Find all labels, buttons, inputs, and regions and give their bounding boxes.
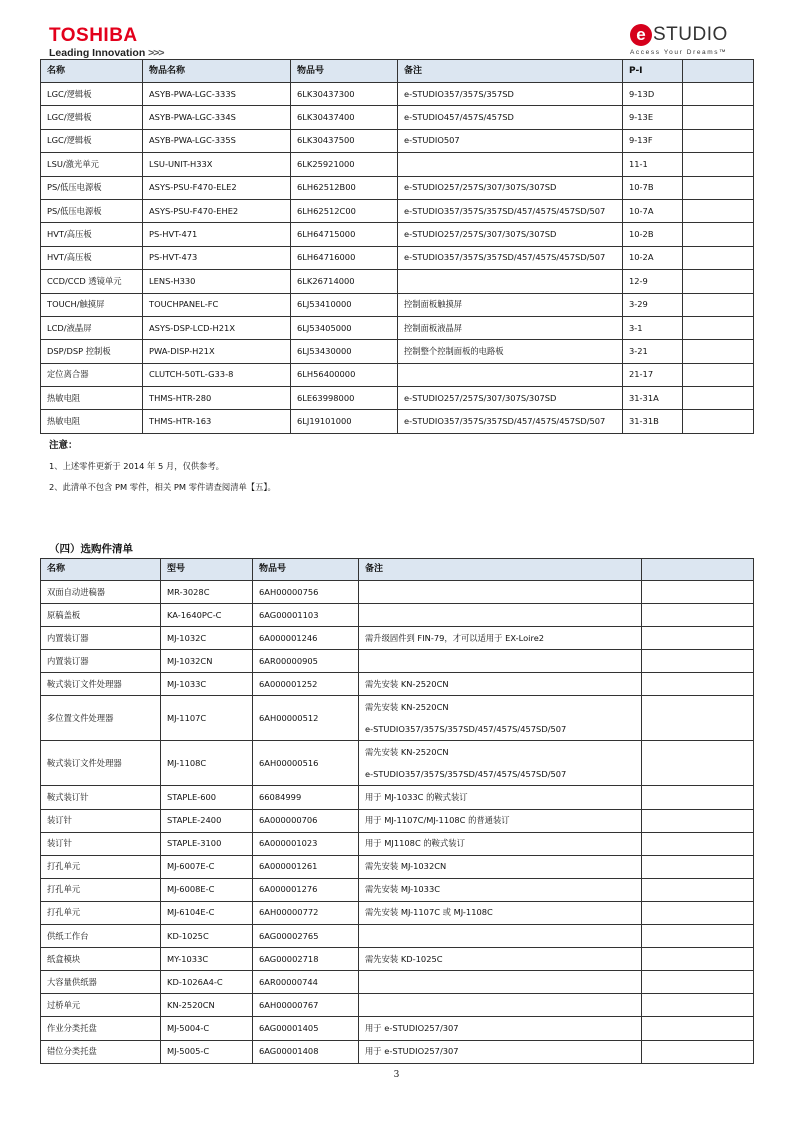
- table-cell: ASYS-DSP-LCD-H21X: [143, 316, 291, 339]
- table-cell: CCD/CCD 透镜单元: [41, 270, 143, 293]
- table-row: [41, 363, 754, 386]
- table-cell: 6AH00000756: [253, 581, 359, 604]
- table-cell: 控制整个控制面板的电路板: [398, 340, 623, 363]
- brand-name: TOSHIBA: [49, 25, 138, 46]
- table-cell: 6LH62512B00: [291, 176, 398, 199]
- table-cell: [398, 363, 623, 386]
- table-cell: 内置装订器: [41, 627, 161, 650]
- table-cell: [642, 948, 754, 971]
- table-cell: CLUTCH-50TL-G33-8: [143, 363, 291, 386]
- table-row: [41, 650, 754, 673]
- table-cell: 需先安装 MJ-1032CN: [359, 855, 642, 878]
- table-cell: LSU/激光单元: [41, 153, 143, 176]
- column-header: 备注: [398, 60, 623, 83]
- table-cell: [359, 971, 642, 994]
- table-header-row: [41, 60, 754, 83]
- table-cell: 需先安装 KD-1025C: [359, 948, 642, 971]
- table-cell: 6LJ19101000: [291, 410, 398, 433]
- table-cell: 大容量供纸器: [41, 971, 161, 994]
- table-cell: [642, 696, 754, 741]
- table-cell: TOUCHPANEL-FC: [143, 293, 291, 316]
- table-cell: [359, 604, 642, 627]
- table-cell: 作业分类托盘: [41, 1017, 161, 1040]
- table-cell: [683, 153, 754, 176]
- table-cell: 6AH00000512: [253, 696, 359, 741]
- table-cell: 打孔单元: [41, 878, 161, 901]
- table-cell: [683, 340, 754, 363]
- table-cell: 6LJ53405000: [291, 316, 398, 339]
- page-number: 3: [393, 1070, 400, 1080]
- table-cell: MR-3028C: [161, 581, 253, 604]
- table-cell: [642, 650, 754, 673]
- table-cell: 鞍式装订文件处理器: [41, 673, 161, 696]
- table-cell: [683, 83, 754, 106]
- table-cell: 控制面板触摸屏: [398, 293, 623, 316]
- table-cell: STAPLE-600: [161, 786, 253, 809]
- table-cell: 6LJ53430000: [291, 340, 398, 363]
- table-cell: 控制面板液晶屏: [398, 316, 623, 339]
- table-cell: e-STUDIO357/357S/357SD/457/457S/457SD/507: [398, 246, 623, 269]
- table-cell: HVT/高压板: [41, 246, 143, 269]
- table-cell: MJ-6104E-C: [161, 901, 253, 924]
- table-cell: [359, 994, 642, 1017]
- table-cell: [642, 673, 754, 696]
- table-cell: MJ-1033C: [161, 673, 253, 696]
- table-row: [41, 410, 754, 433]
- table-cell: 供纸工作台: [41, 925, 161, 948]
- table-row: [41, 604, 754, 627]
- table-cell: MJ-1032C: [161, 627, 253, 650]
- table-cell: 6LK26714000: [291, 270, 398, 293]
- table-cell: [398, 270, 623, 293]
- column-header: 型号: [161, 559, 253, 581]
- table-cell: 21-17: [623, 363, 683, 386]
- table-cell: LCD/液晶屏: [41, 316, 143, 339]
- table-cell: 10-7A: [623, 199, 683, 222]
- table-cell: KA-1640PC-C: [161, 604, 253, 627]
- table-cell: KD-1025C: [161, 925, 253, 948]
- table-cell: [642, 878, 754, 901]
- table-row: [41, 106, 754, 129]
- table-cell: ASYS-PSU-F470-EHE2: [143, 199, 291, 222]
- e-badge-icon: e: [630, 24, 652, 46]
- table-cell: [359, 696, 642, 741]
- table-cell: [642, 627, 754, 650]
- table-row: [41, 223, 754, 246]
- table-cell: 6LH56400000: [291, 363, 398, 386]
- table-cell: MJ-6007E-C: [161, 855, 253, 878]
- product-slogan: Access Your Dreams™: [630, 49, 728, 56]
- table-cell: 12-9: [623, 270, 683, 293]
- table-cell: [642, 971, 754, 994]
- table-row: [41, 627, 754, 650]
- table-cell: MJ-1108C: [161, 741, 253, 786]
- table-cell: 6AH00000516: [253, 741, 359, 786]
- table-row: [41, 786, 754, 809]
- parts-table: [40, 59, 754, 434]
- table-row: [41, 673, 754, 696]
- table-cell: 6LH64716000: [291, 246, 398, 269]
- column-header: [683, 60, 754, 83]
- table-cell: MJ-5004-C: [161, 1017, 253, 1040]
- table-cell: 需升级固件到 FIN-79，才可以适用于 EX-Loire2: [359, 627, 642, 650]
- table-cell: 3-29: [623, 293, 683, 316]
- table-cell: [683, 316, 754, 339]
- table-cell: STAPLE-2400: [161, 809, 253, 832]
- table-cell: 需先安装 KN-2520CN: [359, 673, 642, 696]
- table-cell: 6A000000706: [253, 809, 359, 832]
- remark-line: 需先安装 KN-2520CN: [365, 702, 449, 713]
- column-header: 物品号: [291, 60, 398, 83]
- table-cell: 6A000001276: [253, 878, 359, 901]
- table-cell: [683, 129, 754, 152]
- options-table: [40, 558, 754, 1064]
- table-cell: [642, 832, 754, 855]
- remark-line: e-STUDIO357/357S/357SD/457/457S/457SD/507: [365, 769, 567, 780]
- table-cell: [683, 223, 754, 246]
- table-cell: 6AR00000744: [253, 971, 359, 994]
- table-row: [41, 809, 754, 832]
- table-cell: [359, 581, 642, 604]
- table-cell: 用于 e-STUDIO257/307: [359, 1040, 642, 1063]
- table-cell: KN-2520CN: [161, 994, 253, 1017]
- table-cell: 10-2A: [623, 246, 683, 269]
- table-cell: 3-21: [623, 340, 683, 363]
- table-cell: 6A000001246: [253, 627, 359, 650]
- table-row: [41, 901, 754, 924]
- estudio-logo: [630, 22, 752, 56]
- table-row: [41, 971, 754, 994]
- table-cell: HVT/高压板: [41, 223, 143, 246]
- table-cell: 6LH62512C00: [291, 199, 398, 222]
- table-cell: [683, 387, 754, 410]
- table-cell: 6AH00000767: [253, 994, 359, 1017]
- table-cell: 打孔单元: [41, 901, 161, 924]
- table-cell: THMS-HTR-280: [143, 387, 291, 410]
- table-cell: [359, 650, 642, 673]
- table-cell: 6AG00001408: [253, 1040, 359, 1063]
- table-cell: [683, 270, 754, 293]
- column-header: 物品名称: [143, 60, 291, 83]
- remark-line: 需先安装 KN-2520CN: [365, 747, 449, 758]
- table-cell: 鞍式装订文件处理器: [41, 741, 161, 786]
- table-cell: LGC/逻辑板: [41, 83, 143, 106]
- table-cell: 双面自动进稿器: [41, 581, 161, 604]
- table-cell: e-STUDIO457/457S/457SD: [398, 106, 623, 129]
- table-cell: 用于 e-STUDIO257/307: [359, 1017, 642, 1040]
- table-cell: 热敏电阻: [41, 410, 143, 433]
- table-cell: 装订针: [41, 832, 161, 855]
- table-row: [41, 832, 754, 855]
- table-cell: ASYB-PWA-LGC-335S: [143, 129, 291, 152]
- table-cell: 用于 MJ-1033C 的鞍式装订: [359, 786, 642, 809]
- table-cell: 31-31A: [623, 387, 683, 410]
- table-cell: [683, 106, 754, 129]
- table-cell: 用于 MJ1108C 的鞍式装订: [359, 832, 642, 855]
- table-cell: LENS-H330: [143, 270, 291, 293]
- table-cell: e-STUDIO507: [398, 129, 623, 152]
- table-row: [41, 153, 754, 176]
- table-cell: LSU-UNIT-H33X: [143, 153, 291, 176]
- table-cell: [642, 786, 754, 809]
- column-header: [642, 559, 754, 581]
- table-cell: PS/低压电源板: [41, 176, 143, 199]
- column-header: 名称: [41, 60, 143, 83]
- table-cell: MY-1033C: [161, 948, 253, 971]
- table-cell: PS-HVT-471: [143, 223, 291, 246]
- table-cell: 6AG00002718: [253, 948, 359, 971]
- section-title: （四）选购件清单: [49, 543, 133, 555]
- table-cell: LGC/逻辑板: [41, 106, 143, 129]
- table-cell: [398, 153, 623, 176]
- table-cell: 10-7B: [623, 176, 683, 199]
- table-cell: 装订针: [41, 809, 161, 832]
- table-cell: [683, 199, 754, 222]
- table-cell: e-STUDIO257/257S/307/307S/307SD: [398, 223, 623, 246]
- table-cell: [642, 741, 754, 786]
- table-row: [41, 948, 754, 971]
- table-cell: 纸盒模块: [41, 948, 161, 971]
- table-cell: MJ-6008E-C: [161, 878, 253, 901]
- table-row: [41, 581, 754, 604]
- table-cell: LGC/逻辑板: [41, 129, 143, 152]
- table-cell: [359, 925, 642, 948]
- column-header: 备注: [359, 559, 642, 581]
- table-row: [41, 741, 754, 786]
- table-cell: [683, 176, 754, 199]
- table-cell: 9-13E: [623, 106, 683, 129]
- table-cell: 打孔单元: [41, 855, 161, 878]
- chevron-icon: >>>: [148, 47, 164, 59]
- table-cell: STAPLE-3100: [161, 832, 253, 855]
- table-cell: DSP/DSP 控制板: [41, 340, 143, 363]
- table-row: [41, 994, 754, 1017]
- column-header: P-I: [623, 60, 683, 83]
- table-cell: [642, 1017, 754, 1040]
- toshiba-logo: [49, 26, 164, 59]
- table-cell: 6A000001261: [253, 855, 359, 878]
- table-cell: PS/低压电源板: [41, 199, 143, 222]
- table-cell: KD-1026A4-C: [161, 971, 253, 994]
- table-cell: 用于 MJ-1107C/MJ-1108C 的普通装订: [359, 809, 642, 832]
- table-cell: [642, 581, 754, 604]
- table-cell: ASYB-PWA-LGC-334S: [143, 106, 291, 129]
- note-line: 2、此清单不包含 PM 零件，相关 PM 零件请查阅清单【五】。: [49, 482, 276, 492]
- table-row: [41, 878, 754, 901]
- table-cell: e-STUDIO357/357S/357SD/457/457S/457SD/507: [398, 199, 623, 222]
- table-cell: [683, 363, 754, 386]
- table-cell: 需先安装 MJ-1107C 或 MJ-1108C: [359, 901, 642, 924]
- table-cell: [683, 246, 754, 269]
- table-cell: 6AG00001405: [253, 1017, 359, 1040]
- table-cell: e-STUDIO357/357S/357SD/457/457S/457SD/507: [398, 410, 623, 433]
- table-cell: 原稿盖板: [41, 604, 161, 627]
- table-cell: [642, 901, 754, 924]
- table-cell: TOUCH/触摸屏: [41, 293, 143, 316]
- table-cell: 需先安装 MJ-1033C: [359, 878, 642, 901]
- table-cell: 多位置文件处理器: [41, 696, 161, 741]
- table-cell: [642, 1040, 754, 1063]
- table-cell: ASYS-PSU-F470-ELE2: [143, 176, 291, 199]
- table-row: [41, 129, 754, 152]
- remark-line: e-STUDIO357/357S/357SD/457/457S/457SD/507: [365, 724, 567, 735]
- note-line: 1、上述零件更新于 2014 年 5 月，仅供参考。: [49, 461, 224, 471]
- table-cell: 6LE63998000: [291, 387, 398, 410]
- table-cell: [642, 855, 754, 878]
- table-row: [41, 387, 754, 410]
- table-cell: 6A000001252: [253, 673, 359, 696]
- table-row: [41, 1017, 754, 1040]
- table-cell: [642, 925, 754, 948]
- table-cell: 11-1: [623, 153, 683, 176]
- table-row: [41, 293, 754, 316]
- table-cell: [642, 809, 754, 832]
- product-name: STUDIO: [653, 24, 728, 45]
- table-row: [41, 696, 754, 741]
- table-cell: 6LH64715000: [291, 223, 398, 246]
- table-cell: 过桥单元: [41, 994, 161, 1017]
- table-cell: 6A000001023: [253, 832, 359, 855]
- table-cell: 10-2B: [623, 223, 683, 246]
- table-cell: [683, 410, 754, 433]
- column-header: 名称: [41, 559, 161, 581]
- table-cell: 6AG00002765: [253, 925, 359, 948]
- table-row: [41, 246, 754, 269]
- column-header: 物品号: [253, 559, 359, 581]
- table-header-row: [41, 559, 754, 581]
- table-cell: e-STUDIO257/257S/307/307S/307SD: [398, 387, 623, 410]
- table-cell: MJ-1107C: [161, 696, 253, 741]
- table-cell: MJ-1032CN: [161, 650, 253, 673]
- table-row: [41, 1040, 754, 1063]
- table-cell: 6LK30437400: [291, 106, 398, 129]
- table-cell: 6LJ53410000: [291, 293, 398, 316]
- table-cell: e-STUDIO357/357S/357SD: [398, 83, 623, 106]
- table-row: [41, 83, 754, 106]
- table-cell: 9-13D: [623, 83, 683, 106]
- table-cell: 66084999: [253, 786, 359, 809]
- table-cell: [359, 741, 642, 786]
- table-cell: PWA-DISP-H21X: [143, 340, 291, 363]
- table-cell: [642, 604, 754, 627]
- table-row: [41, 199, 754, 222]
- table-cell: e-STUDIO257/257S/307/307S/307SD: [398, 176, 623, 199]
- table-cell: ASYB-PWA-LGC-333S: [143, 83, 291, 106]
- table-cell: 内置装订器: [41, 650, 161, 673]
- table-cell: 6LK30437300: [291, 83, 398, 106]
- table-cell: 6AG00001103: [253, 604, 359, 627]
- table-row: [41, 270, 754, 293]
- table-cell: THMS-HTR-163: [143, 410, 291, 433]
- table-cell: 31-31B: [623, 410, 683, 433]
- table-row: [41, 925, 754, 948]
- table-cell: MJ-5005-C: [161, 1040, 253, 1063]
- table-cell: 6AR00000905: [253, 650, 359, 673]
- notes-block: [49, 437, 276, 493]
- table-cell: 6LK30437500: [291, 129, 398, 152]
- table-cell: 6AH00000772: [253, 901, 359, 924]
- tagline-text: Leading Innovation: [49, 47, 146, 59]
- table-cell: 鞍式装订针: [41, 786, 161, 809]
- brand-tagline: [49, 47, 164, 59]
- table-cell: 错位分类托盘: [41, 1040, 161, 1063]
- notes-title: 注意：: [49, 440, 78, 451]
- table-cell: 3-1: [623, 316, 683, 339]
- table-row: [41, 176, 754, 199]
- table-cell: [683, 293, 754, 316]
- table-cell: 定位离合器: [41, 363, 143, 386]
- table-row: [41, 340, 754, 363]
- table-cell: PS-HVT-473: [143, 246, 291, 269]
- table-row: [41, 316, 754, 339]
- table-cell: 热敏电阻: [41, 387, 143, 410]
- table-cell: 6LK25921000: [291, 153, 398, 176]
- table-row: [41, 855, 754, 878]
- table-cell: 9-13F: [623, 129, 683, 152]
- table-cell: [642, 994, 754, 1017]
